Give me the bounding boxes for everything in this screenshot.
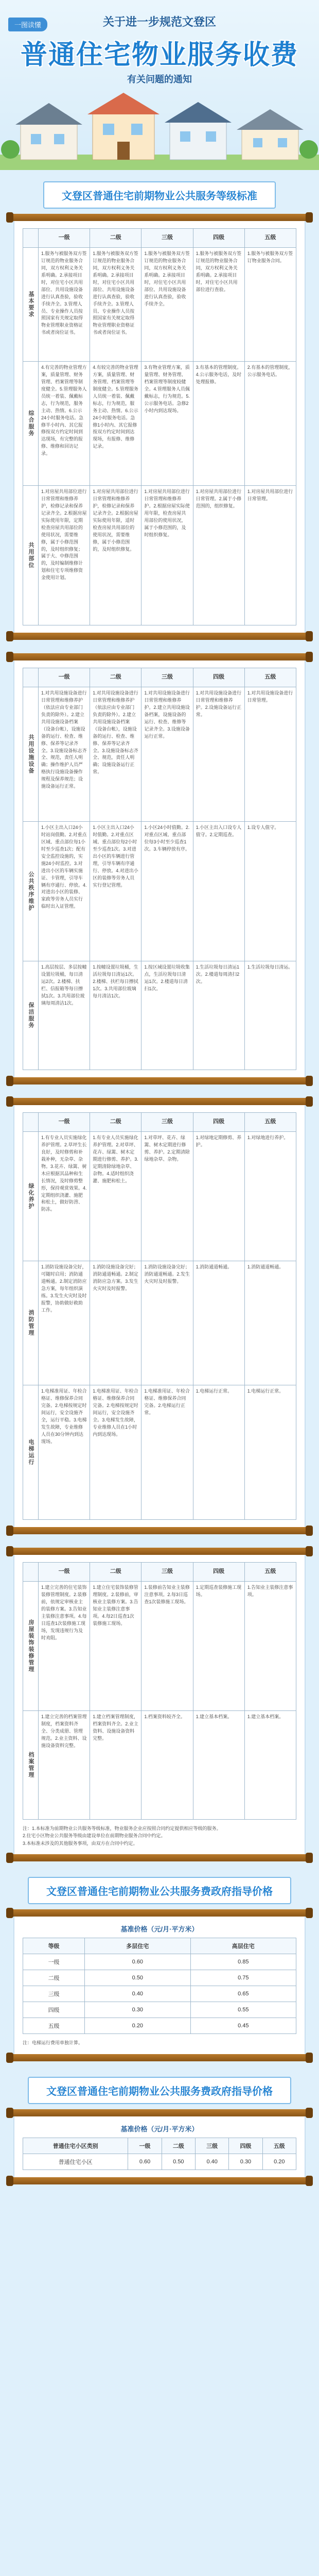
table-cell: 3.有物业管理方案，质量管理、财务管理、档案管理等制度较健全。4.管理服务人员佩戴标志，行为规范。5.公示服务电话。急修2小时内到达现场。	[141, 362, 193, 486]
row-category: 档案管理	[23, 1711, 39, 1820]
scroll-rod-bottom	[9, 2177, 310, 2184]
scroll-rod-top	[9, 214, 310, 221]
table-row	[23, 248, 296, 362]
price-panel-1	[13, 1917, 306, 2054]
table-header-cell: 一级	[39, 1113, 90, 1132]
price-cell: 0.40	[85, 1986, 190, 2002]
table-cell: 1.消防设施设备完好，可随时启用；消防通道畅通。2.制定消防应急方案，每年组织演练。3.发生火灾时及时报警，协助做好救助工作。	[39, 1261, 90, 1385]
price-header-cell: 三级	[196, 2138, 229, 2154]
row-category: 共用部位	[23, 486, 39, 625]
standard-table	[23, 1562, 296, 1820]
hero-title: 普通住宅物业服务收费	[20, 40, 298, 70]
table-cell: 1.对房屋共用部位进行日常管理。	[244, 486, 296, 625]
table-header-cell: 五级	[244, 1563, 296, 1582]
table-row	[23, 687, 296, 822]
table-row	[23, 1132, 296, 1261]
price-section-title-1: 文登区普通住宅前期物业公共服务费政府指导价格	[28, 1877, 291, 1904]
table-header-cell: 四级	[193, 1113, 244, 1132]
table-cell: 1.服务与被服务双方签订规范的物业服务合同，双方权利义务关系明确。2.承接项目时，对住宅小区共用部位、共用设施设备进行认真查验，验收手续齐全。3.管理人员、专业操作人员按照国家有关规定取得物业管理职业资格证书或者岗位证书。	[90, 248, 141, 362]
table-header-cell	[23, 1113, 39, 1132]
price-cell: 一级	[23, 1954, 85, 1970]
table-row	[23, 362, 296, 486]
table-cell: 1.消防设施设备完好；消防通道畅通。2.制定消防应急方案。3.发生火灾时及时报警。	[90, 1261, 141, 1385]
table-cell: 1.电梯准用证、年检合格证、维修保养合同完备。2.电梯运行正常。	[141, 1385, 193, 1520]
table-row	[23, 1582, 296, 1711]
price-cell: 0.50	[162, 2154, 195, 2170]
price-header-cell: 普通住宅小区类别	[23, 2138, 128, 2154]
table-cell: 1.告知业主装修注意事项。	[244, 1582, 296, 1711]
price-cell: 四级	[23, 2002, 85, 2018]
standard-scroll	[13, 1098, 306, 1534]
table-cell: 1.对共用设施设备进行日常管理和维修养护。2.建立共用设施设备档案，设施设备的运行、检查、维修等记录齐全。3.设施设备运行正常。	[141, 687, 193, 822]
price-header-cell: 一级	[128, 2138, 162, 2154]
table-cell: 1.小区主出入口设专人值守。2.定期巡查。	[193, 822, 244, 961]
table-cell: 1.对房屋共用部位进行日常管理。2.属于小修范围的，组织修复。	[193, 486, 244, 625]
table-cell: 1.定期巡查装修施工现场。	[193, 1582, 244, 1711]
table-cell: 1.高层按层、多层按幢设置垃圾桶，每日清运2次。2.楼梯、扶栏、信报箱等每日擦拭1次。3.共用部位玻璃每周清洁1次。	[39, 961, 90, 1070]
price-section-title-2: 文登区普通住宅前期物业公共服务费政府指导价格	[28, 2077, 291, 2104]
price-cell: 0.85	[190, 1954, 296, 1970]
row-category: 房屋装饰装修管理	[23, 1582, 39, 1711]
table-cell: 1.对房屋共用部位进行日常管理和维修养护。2.根据房屋实际使用年限，检查房屋共用部位的使用状况，属于小修范围的，及时组织修复。	[141, 486, 193, 625]
standard-panel	[13, 660, 306, 1077]
table-cell: 1.电梯运行正常。	[193, 1385, 244, 1520]
table-header-cell	[23, 1563, 39, 1582]
row-category: 共用设施设备	[23, 687, 39, 822]
hero-notice: 有关问题的通知	[127, 74, 192, 84]
row-category: 电梯运行	[23, 1385, 39, 1520]
table-cell: 1.对共用设施设备进行日常管理和维修养护（依法应由专业部门负责的除外）。2.建立共用设施设备档案（设备台帐），设施设备的运行、检查、维修、保养等记录齐全。3.设施设备标志齐全、规范，责任人明确；设施设备运行正常。	[90, 687, 141, 822]
table-cell: 1.建立完善的档案管理制度，档案资料齐全、分类成册、管理规范。2.业主资料、设施设备资料完整。	[39, 1711, 90, 1820]
table-header-cell: 一级	[39, 668, 90, 687]
table-cell: 3.有基本的管理制度。4.公示服务电话，及时处理报修。	[193, 362, 244, 486]
table-cell: 1.小区主出入口24小时值勤。2.对重点区域、重点部位每2小时至少巡查1次。3.对进出小区的车辆进行管理，引导车辆有序通行、停放。4.对进出小区的装修等劳务人员实行登记管理。	[90, 822, 141, 961]
table-header-cell: 二级	[90, 229, 141, 248]
price-header-cell: 二级	[162, 2138, 195, 2154]
table-header-cell: 三级	[141, 1113, 193, 1132]
standard-notes	[23, 1825, 296, 1847]
table-row	[23, 1261, 296, 1385]
price-cell: 0.20	[85, 2018, 190, 2034]
table-header-cell: 三级	[141, 229, 193, 248]
price-caption-1: 基准价格（元/月·平方米）	[120, 1925, 199, 1934]
table-cell: 1.生活垃圾每日清运1次。2.楼道每周清扫2次。	[193, 961, 244, 1070]
table-cell: 4.有较完善的物业管理方案，质量管理、财务管理、档案管理等制度健全。5.管理服务人员统一着装、佩戴标志，行为规范，服务主动、热情。6.公示24小时服务电话。急修1小时内、其它报修按双方约定时间到达现场，有报修、维修记录。	[90, 362, 141, 486]
houses-illustration	[0, 93, 319, 170]
table-header-cell: 五级	[244, 229, 296, 248]
price-cell: 0.75	[190, 1970, 296, 1986]
table-cell: 1.对房屋共用部位进行日常管理和维修养护，检修记录和保养记录齐全。2.根据房屋实际使用年限，定期检查房屋共用部位的使用状况，需要维修，属于小修范围的，及时组织修复；属于大、中修范围的，及时编制维修计划和住宅专项维修资金使用计划。	[39, 486, 90, 625]
table-cell: 1.电梯运行正常。	[244, 1385, 296, 1520]
table-row	[23, 961, 296, 1070]
table-row	[23, 1986, 296, 2002]
table-row	[23, 1970, 296, 1986]
table-row	[23, 1711, 296, 1820]
standard-table	[23, 668, 296, 1070]
table-cell: 1.电梯准用证、年检合格证、维修保养合同完备。2.电梯按规定时间运行，安全设施齐全，运行平稳。3.电梯发生故障，专业维修人员在30分钟内到达现场。	[39, 1385, 90, 1520]
standard-panel	[13, 1105, 306, 1527]
price-cell: 0.40	[196, 2154, 229, 2170]
scroll-rod-bottom	[9, 1077, 310, 1084]
hero-tag: 一图读懂	[8, 18, 47, 31]
standard-scroll	[13, 653, 306, 1084]
table-cell: 1.建立完善的住宅装饰装修管理制度。2.装修前，依规定审核业主的装修方案。3.告知业主装修注意事项。4.每日巡查1次装修施工现场，发现违规行为及时劝阻。	[39, 1582, 90, 1711]
table-header-cell: 三级	[141, 1563, 193, 1582]
price-cell: 0.30	[85, 2002, 190, 2018]
price-scroll-2	[13, 2109, 306, 2184]
price-caption-2: 基准价格（元/月·平方米）	[120, 2125, 199, 2133]
scroll-rod-bottom	[9, 1527, 310, 1534]
table-cell: 1.电梯准用证、年检合格证、维修保养合同完备。2.电梯按规定时间运行，安全设施齐全。3.电梯发生故障，专业维修人员在1小时内到达现场。	[90, 1385, 141, 1520]
table-cell: 1.小区24小时值勤。2.对重点区域、重点部位每3小时至少巡查1次。3.车辆停放有序。	[141, 822, 193, 961]
standard-section-title: 文登区普通住宅前期物业公共服务等级标准	[43, 181, 276, 209]
table-cell: 1.对草坪、花卉、绿篱、树木定期进行修剪、养护。2.定期清除绿地杂草、杂物。	[141, 1132, 193, 1261]
standard-panel	[13, 221, 306, 633]
table-header-cell: 二级	[90, 1113, 141, 1132]
table-header-cell	[23, 668, 39, 687]
price-header-cell: 多层住宅	[85, 1938, 190, 1954]
table-cell: 1.服务与被服务双方签订规范的物业服务合同，双方权利义务关系明确。2.承接项目时，对住宅小区共用部位、共用设施设备进行认真查验，验收手续齐全。3.管理人员、专业操作人员按照国家有关规定取得物业管理职业资格证书或者岗位证书。	[39, 248, 90, 362]
scroll-rod-top	[9, 1098, 310, 1105]
scroll-rod-top	[9, 653, 310, 660]
table-cell: 1.有专业人员实施绿化养护管理。2.草坪生长良好，及时修剪和补栽补种，无杂草、杂物。3.花卉、绿篱、树木应根据其品种和生长情况，及时修剪整形，保持观赏效果。4.定期组织浇灌、施肥和松土，做好防涝、防冻。	[39, 1132, 90, 1261]
row-category: 消防管理	[23, 1261, 39, 1385]
row-category: 保洁服务	[23, 961, 39, 1070]
table-cell: 1.按区域设置垃圾收集点，生活垃圾每日清运1次。2.楼道每日清扫1次。	[141, 961, 193, 1070]
table-row	[23, 2018, 296, 2034]
price-header-cell: 高层住宅	[190, 1938, 296, 1954]
table-cell: 1.生活垃圾每日清运。	[244, 961, 296, 1070]
table-header-cell: 五级	[244, 668, 296, 687]
table-cell: 1.对共用设施设备进行日常管理和维修养护。2.设施设备运行正常。	[193, 687, 244, 822]
price-cell: 三级	[23, 1986, 85, 2002]
scroll-rod-bottom	[9, 633, 310, 640]
price-cell: 0.55	[190, 2002, 296, 2018]
price-cell: 普通住宅小区	[23, 2154, 128, 2170]
table-cell: 1.设专人值守。	[244, 822, 296, 961]
scroll-rod-bottom	[9, 1854, 310, 1861]
table-cell: 1.对房屋共用部位进行日常管理和维修养护，检修记录和保养记录齐全。2.根据房屋实际使用年限，适时检查房屋共用部位的使用状况，需要维修，属于小修范围的，及时组织修复。	[90, 486, 141, 625]
table-cell: 1.服务与被服务双方签订物业服务合同。	[244, 248, 296, 362]
row-category: 基本要求	[23, 248, 39, 362]
price-cell: 0.65	[190, 1986, 296, 2002]
scroll-rod-top	[9, 1548, 310, 1555]
table-cell: 1.有专业人员实施绿化养护管理。2.对草坪、花卉、绿篱、树木定期进行修剪、养护。3.定期清除绿地杂草、杂物。4.适时组织浇灌、施肥和松土。	[90, 1132, 141, 1261]
scroll-rod-top	[9, 2109, 310, 2116]
table-cell: 1.服务与被服务双方签订规范的物业服务合同，双方权利义务关系明确。2.承接项目时，对住宅小区共用部位、共用设施设备进行认真查验，验收手续齐全。	[141, 248, 193, 362]
price-cell: 二级	[23, 1970, 85, 1986]
table-row	[23, 486, 296, 625]
price-table-2	[23, 2138, 296, 2170]
standard-scroll	[13, 214, 306, 640]
table-cell: 1.按幢设置垃圾桶，生活垃圾每日清运1次。2.楼梯、扶栏每日擦拭1次。3.共用部位玻璃每月清洁1次。	[90, 961, 141, 1070]
table-cell: 1.消防通道畅通。	[244, 1261, 296, 1385]
table-row	[23, 1954, 296, 1970]
price-header-cell: 等级	[23, 1938, 85, 1954]
hero-banner	[0, 0, 319, 170]
table-cell: 2.有基本的管理制度，公示服务电话。	[244, 362, 296, 486]
price-panel-2	[13, 2116, 306, 2177]
table-row	[23, 822, 296, 961]
table-cell: 1.对绿地进行养护。	[244, 1132, 296, 1261]
table-cell: 1.建立住宅装饰装修管理制度。2.装修前，审核业主装修方案。3.告知业主装修注意事项。4.每2日巡查1次装修施工现场。	[90, 1582, 141, 1711]
table-header-cell: 三级	[141, 668, 193, 687]
price-cell: 0.45	[190, 2018, 296, 2034]
table-cell: 1.服务与被服务双方签订规范的物业服务合同，双方权利义务关系明确。2.承接项目时，对住宅小区共用部位进行查验。	[193, 248, 244, 362]
table-cell: 1.对共用设施设备进行日常管理和维修养护（依法应由专业部门负责的除外）。2.建立共用设施设备档案（设备台帐），设施设备的运行、检查、维修、保养等记录齐全。3.设施设备标志齐全、规范，责任人明确；操作维护人员严格执行设施设备操作规程及保养规范；设施设备运行正常。	[39, 687, 90, 822]
note-line: 3.本标准未涉及的其他服务事项，由双方在合同中约定。	[23, 1840, 138, 1846]
table-row	[23, 1385, 296, 1520]
price-cell: 0.60	[85, 1954, 190, 1970]
table-header-cell: 二级	[90, 668, 141, 687]
standard-panel	[13, 1555, 306, 1854]
hero-subtitle: 关于进一步规范文登区	[102, 15, 216, 28]
table-header-cell: 一级	[39, 229, 90, 248]
standard-scroll	[13, 1548, 306, 1861]
table-cell: 1.消防设施设备完好；消防通道畅通。2.发生火灾时及时报警。	[141, 1261, 193, 1385]
table-header-cell: 四级	[193, 668, 244, 687]
table-header-cell: 四级	[193, 1563, 244, 1582]
price-note-1: 注：电梯运行费用单独计算。	[23, 2040, 83, 2046]
note-line: 2.住宅小区物业公共服务等级由建设单位在前期物业服务合同中约定。	[23, 1833, 166, 1839]
price-header-cell: 五级	[262, 2138, 296, 2154]
table-cell: 1.对共用设施设备进行日常管理。	[244, 687, 296, 822]
price-table-1	[23, 1938, 296, 2034]
table-header-cell	[23, 229, 39, 248]
table-cell: 1.档案资料较齐全。	[141, 1711, 193, 1820]
row-category: 绿化养护	[23, 1132, 39, 1261]
price-cell: 五级	[23, 2018, 85, 2034]
table-header-cell: 一级	[39, 1563, 90, 1582]
row-category: 公共秩序维护	[23, 822, 39, 961]
scroll-rod-bottom	[9, 2054, 310, 2061]
table-cell: 1.装修前告知业主装修注意事项。2.每3日巡查1次装修施工现场。	[141, 1582, 193, 1711]
table-row	[23, 2154, 296, 2170]
table-cell: 1.建立档案管理制度，档案资料齐全。2.业主资料、设施设备资料完整。	[90, 1711, 141, 1820]
table-row	[23, 2002, 296, 2018]
price-cell: 0.20	[262, 2154, 296, 2170]
price-cell: 0.30	[229, 2154, 262, 2170]
price-cell: 0.60	[128, 2154, 162, 2170]
row-category: 综合服务	[23, 362, 39, 486]
table-header-cell: 四级	[193, 229, 244, 248]
price-header-cell: 四级	[229, 2138, 262, 2154]
price-scroll-1	[13, 1909, 306, 2061]
table-cell: 1.小区主出入口24小时站岗值勤。2.对重点区域、重点部位每1小时至少巡查1次；配有安全监控设施的，实施24小时监控。3.对进出小区的车辆实施证、卡管理，引导车辆有序通行、停放。4.对进出小区的装修、家政等劳务人员实行临时出入证管理。	[39, 822, 90, 961]
table-cell: 4.有完善的物业管理方案，质量管理、财务管理、档案管理等制度健全。5.管理服务人员统一着装、佩戴标志，行为规范，服务主动、热情。6.公示24小时服务电话。急修半小时内、其它报修按双方约定时间到达现场，有完整的报修、维修和回访记录。	[39, 362, 90, 486]
table-cell: 1.消防通道畅通。	[193, 1261, 244, 1385]
table-header-cell: 五级	[244, 1113, 296, 1132]
table-cell: 1.建立基本档案。	[193, 1711, 244, 1820]
note-line: 注：1.本标准为前期物业公共服务等级标准，物业服务企业应按照合同约定提供相应等级的服务。	[23, 1826, 221, 1831]
table-cell: 1.对绿地定期修剪、养护。	[193, 1132, 244, 1261]
standard-table	[23, 228, 296, 625]
scroll-rod-top	[9, 1909, 310, 1917]
standard-table	[23, 1112, 296, 1520]
table-cell: 1.建立基本档案。	[244, 1711, 296, 1820]
table-header-cell: 二级	[90, 1563, 141, 1582]
price-cell: 0.50	[85, 1970, 190, 1986]
